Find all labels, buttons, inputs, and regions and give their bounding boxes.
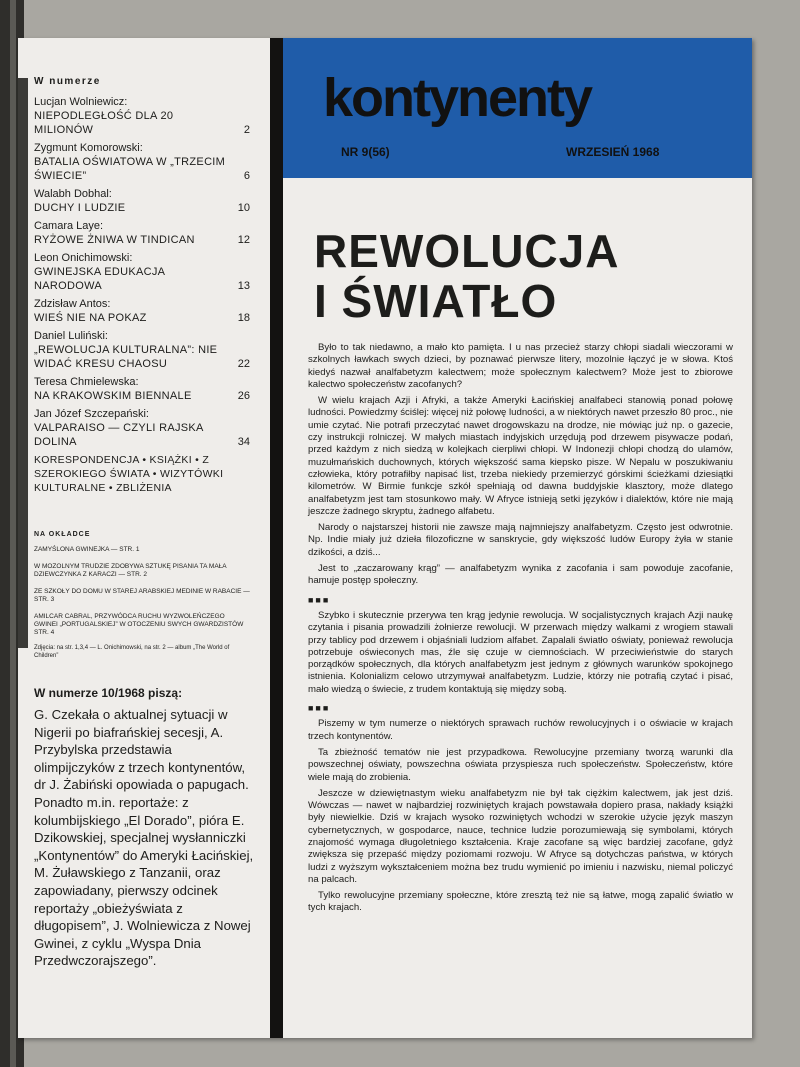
spine-edge — [10, 0, 16, 1067]
cover-note: ZAMYŚLONA GWINEJKA — STR. 1 — [34, 546, 140, 553]
article-paragraph: Było to tak niedawno, a mało kto pamięta. I u nas przecież starzy chłopi siadali wieczorami w szkolnych ławkach swych dzieci, by poznawać pierwsze litery, mozolnie łączyć je w słowa. Ktoś kiedyś nazwał analfabetyzm kalectwem; może społecznym kalectwem? Może jest to zbiorowe kalectwo społeczeństw zacofanych? — [308, 342, 733, 390]
cover-note: W MOZOLNYM TRUDZIE ZDOBYWA SZTUKĘ PISANIA TA MAŁA DZIEWCZYNKA Z KARACZI — STR. 2 — [34, 563, 227, 578]
article-paragraph: W wielu krajach Azji i Afryki, a także Ameryki Łacińskiej analfabeci stanowią ponad połowę ludności. Powiedzmy ściślej: więcej niż połowę ludności, a w niektórych nawet przeszło 80 proc., nie umie czytać. Nie potrafi przeczytać nawet drogowskazu na drodze, nie mówiąc już np. o gazecie, czy instrukcji rolniczej. W małych miastach indyjskich urzędują pod drzewem pisywacze podań, przed każdym z nich siedzą w kolejkach cierpliwi chłopi. W Indonezji chłopi chodzą do ulamów, muzułmańskich duchownych, których większość sama kiepsko pisze. W Nepalu w poszukiwaniu człowieka, który potrafiłby napisać list, trzeba niekiedy przemierzyć górskimi ścieżkami dziesiątki kilometrów. W Birmie funkcje szkół spełniają od dawna buddyjskie klasztory, może dlatego analfabetyzm jest tam stosunkowo mały. W Afryce istnieją setki języków i dialektów, które nie mają jeszcze żadnego skryptu, żadnego alfabetu. — [308, 395, 733, 517]
toc-title: „REWOLUCJA KULTURALNA”: NIE WIDAĆ KRESU CHAOSU — [34, 344, 218, 370]
article-title-line-1: REWOLUCJA — [314, 225, 620, 277]
toc-page-number: 2 — [243, 124, 250, 136]
toc-title: BATALIA OŚWIATOWA W „TRZECIM ŚWIECIE” — [34, 156, 226, 182]
issue-number: NR 9(56) — [341, 145, 390, 159]
toc-author: Walabh Dobhal: — [34, 188, 112, 200]
cover-notes — [34, 546, 250, 646]
toc-title: GWINEJSKA EDUKACJA NARODOWA — [34, 266, 165, 292]
toc-entry — [34, 141, 250, 183]
toc-page-number: 12 — [237, 234, 250, 246]
toc-entry — [34, 407, 250, 449]
magazine-logo: kontynenty — [323, 68, 592, 128]
toc-title: RYŻOWE ŻNIWA W TINDICAN — [34, 234, 195, 246]
article-paragraph: Piszemy w tym numerze o niektórych sprawach ruchów rewolucyjnych i o oświacie w krajach trzech kontynentów. — [308, 718, 733, 742]
article-title-line-2: I ŚWIATŁO — [314, 275, 558, 327]
toc-entry — [34, 375, 250, 403]
next-issue-text: G. Czekała o aktualnej sytuacji w Nigerii po biafrańskiej secesji, A. Przybylska przedstawia olimpijczyków z trzech kontynentów, dr J. Żabiński opowiada o papugach. Ponadto m.in. reportaże: z kolumbijskiego „El Dorado”, pióra E. Dzikowskiej, specjalnej wysłanniczki „Kontynentów” do Ameryki Łacińskiej, M. Żuławskiego z Tanzanii, oraz zapowiadany, pierwszy odcinek reportaży „obieżyświata z długopisem”, J. Wolniewicza z Nowej Gwinei, z cyklu „Wyspa Dnia Przedwczorajszego”. — [34, 707, 254, 969]
article-paragraph: Tylko rewolucyjne przemiany społeczne, które zresztą też nie są łatwe, mogą zapalić światło w tych krajach. — [308, 890, 733, 914]
section-separator: ■■■ — [308, 703, 331, 714]
toc-author: Camara Laye: — [34, 220, 104, 232]
cover-note: AMILCAR CABRAL, PRZYWÓDCA RUCHU WYZWOLEŃCZEGO GWINEI „PORTUGALSKIEJ” W OTOCZENIU SWYCH GWARDZISTÓW STR. 4 — [34, 613, 244, 636]
article-paragraph: Szybko i skutecznie przerywa ten krąg jedynie rewolucja. W socjalistycznych krajach Azji naukę czytania i pisania prowadzili żołnierze rewolucji. W przerwach między walkami z wrogiem stawali przy tablicy pod drzewem i objaśniali ludziom alfabet. Zapalali światło oświaty, ponieważ rewolucja potrzebuje oświeconych mas, źle się czuje w ciemnościach. W przeciwieństwie do starych porządków społecznych, dla których analfabetyzm jest jednym z głównych warunków spokojnego istnienia. Kolonializm celowo utrzymywał analfabetyzm. Ludzie, którzy nie potrafią czytać i pisać, mało wiedzą o świecie, z trudem kontaktują się między sobą. — [308, 609, 733, 695]
toc-author: Zdzisław Antos: — [34, 298, 111, 310]
toc-title: DUCHY I LUDZIE — [34, 202, 126, 214]
table-of-contents — [34, 76, 250, 495]
toc-page-number: 13 — [237, 280, 250, 292]
article-body — [308, 342, 733, 919]
article-paragraph: Narody o najstarszej historii nie zawsze mają najmniejszy analfabetyzm. Często jest odwrotnie. Np. Indie miały już dzieła filozoficzne w sanskrycie, gdy większość ludów Europy żyła w stanie dzikości, a dziś... — [308, 522, 733, 558]
photo-credit: Zdjęcia: na str. 1,3,4 — L. Onichimowski, na str. 2 — album „The World of Children” — [34, 645, 230, 659]
toc-author: Jan Józef Szczepański: — [34, 408, 149, 420]
toc-page-number: 34 — [237, 436, 250, 448]
issue-date: WRZESIEŃ 1968 — [566, 145, 660, 159]
toc-entry — [34, 251, 250, 293]
toc-heading: W numerze — [34, 76, 101, 87]
article-paragraph: Ta zbieżność tematów nie jest przypadkowa. Rewolucyjne przemiany tworzą warunki dla powszechnej oświaty, powszechna oświata przyspiesza ruch społeczeństw. Społeczeństw, które wiele mają do zrobienia. — [308, 746, 733, 783]
toc-page-number: 10 — [237, 202, 250, 214]
toc-entry — [34, 329, 250, 371]
section-separator: ■■■ — [308, 594, 331, 605]
toc-author: Lucjan Wolniewicz: — [34, 96, 128, 108]
toc-page-number: 22 — [237, 358, 250, 370]
magazine-page — [18, 38, 752, 1038]
toc-sections-list: KORESPONDENCJA • KSIĄŻKI • Z SZEROKIEGO ŚWIATA • WIZYTÓWKI KULTURALNE • ZBLIŻENIA — [34, 454, 224, 494]
toc-title: WIEŚ NIE NA POKAZ — [34, 312, 147, 324]
toc-entry — [34, 95, 250, 137]
next-issue-heading: W numerze 10/1968 piszą: — [34, 686, 183, 700]
toc-author: Daniel Luliński: — [34, 330, 108, 342]
toc-author: Teresa Chmielewska: — [34, 376, 139, 388]
toc-entry — [34, 297, 250, 325]
toc-author: Leon Onichimowski: — [34, 252, 133, 264]
toc-title: NIEPODLEGŁOŚĆ DLA 20 MILIONÓW — [34, 110, 174, 136]
vertical-divider-bar — [270, 38, 283, 1038]
article-paragraph: Jest to „zaczarowany krąg” — analfabetyzm wynika z zacofania i sam powoduje zacofanie, hamuje postęp społeczny. — [308, 563, 733, 587]
previous-page-bleed — [18, 78, 28, 648]
toc-title: VALPARAISO — CZYLI RAJSKA DOLINA — [34, 422, 204, 448]
toc-page-number: 6 — [243, 170, 250, 182]
toc-title: NA KRAKOWSKIM BIENNALE — [34, 390, 192, 402]
cover-note: ZE SZKOŁY DO DOMU W STAREJ ARABSKIEJ MEDINIE W RABACIE — STR. 3 — [34, 588, 250, 603]
toc-entry — [34, 187, 250, 215]
toc-author: Zygmunt Komorowski: — [34, 142, 143, 154]
toc-page-number: 18 — [237, 312, 250, 324]
toc-entry — [34, 219, 250, 247]
article-paragraph: Jeszcze w dziewiętnastym wieku analfabetyzm nie był tak ciężkim kalectwem, jak jest dziś. Wówczas — nawet w najbardziej rozwiniętych krajach powstawała dopiero prasa, nakłady książki były niewielkie. Dziś w krajach wysoko rozwiniętych wchodzi w szerokie użycie język maszyn cybernetycznych, w gospodarce, nauce, technice ludzie porozumiewają się symbolami, których znajomość wymaga długoletniego kształcenia. Kraje zacofane są więc bardziej zacofane, gdyż zwiększa się przepaść między poziomami rozwoju. W Afryce są dotychczas państwa, w których ludzi z wyższym wykształceniem można bez trudu wymienić po imieniu i nazwisku, niemal policzyć na palcach. — [308, 787, 733, 885]
toc-page-number: 26 — [237, 390, 250, 402]
cover-notes-heading: NA OKŁADCE — [34, 531, 91, 538]
